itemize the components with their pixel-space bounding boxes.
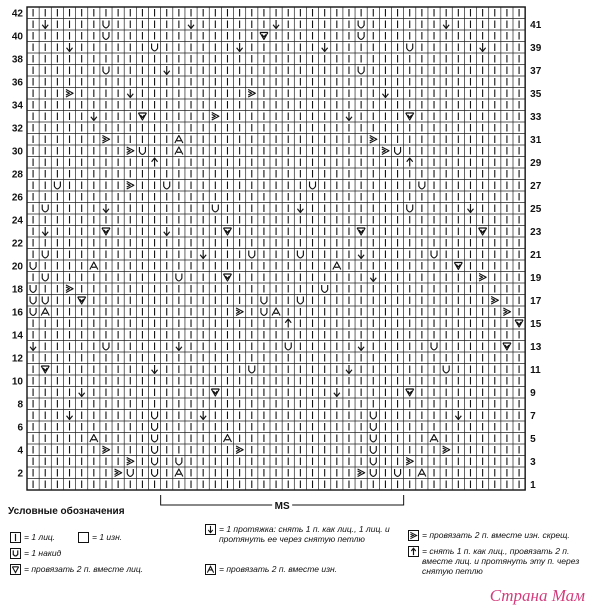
row-number-right: 27 xyxy=(530,180,542,192)
row-number-left: 34 xyxy=(11,100,23,112)
row-number-left: 2 xyxy=(17,468,23,480)
row-number-right: 31 xyxy=(530,134,542,146)
row-number-right: 7 xyxy=(530,410,536,422)
knit-stitch-icon xyxy=(10,532,21,543)
legend-item-pull: = 1 протяжка: снять 1 п. как лиц., 1 лиц. и протянуть ее через снятую петлю xyxy=(205,524,405,544)
row-number-left: 10 xyxy=(11,376,23,388)
row-number-right: 21 xyxy=(530,249,542,261)
row-number-left: 22 xyxy=(11,238,23,250)
row-number-right: 13 xyxy=(530,341,542,353)
row-number-right: 29 xyxy=(530,157,542,169)
row-number-right: 5 xyxy=(530,433,536,445)
row-number-left: 24 xyxy=(11,215,23,227)
legend-title: Условные обозначения xyxy=(8,506,125,517)
p2tog-icon xyxy=(205,564,216,575)
ssp-icon xyxy=(408,530,419,541)
row-number-left: 16 xyxy=(11,307,23,319)
k2tog-icon xyxy=(10,564,21,575)
row-number-left: 20 xyxy=(11,261,23,273)
row-number-left: 12 xyxy=(11,353,23,365)
row-number-left: 36 xyxy=(11,77,23,89)
row-number-left: 28 xyxy=(11,169,23,181)
row-number-right: 1 xyxy=(530,479,536,491)
row-number-right: 35 xyxy=(530,88,542,100)
row-number-left: 26 xyxy=(11,192,23,204)
row-number-left: 30 xyxy=(11,146,23,158)
row-number-left: 8 xyxy=(17,399,23,411)
row-number-right: 41 xyxy=(530,19,542,31)
legend-item-arrowup: = снять 1 п. как лиц., провязать 2 п. вместе лиц. и протянуть эту п. через снятую петлю xyxy=(408,546,583,576)
legend-item-ssp: = провязать 2 п. вместе изн. скрещ. xyxy=(408,530,570,541)
legend-item-p2tog: = провязать 2 п. вместе изн. xyxy=(205,564,337,575)
row-number-right: 3 xyxy=(530,456,536,468)
legend-item-purl: = 1 изн. xyxy=(78,532,122,543)
row-number-left: 14 xyxy=(11,330,23,342)
legend-item-knit: = 1 лиц. xyxy=(10,532,55,543)
row-number-right: 11 xyxy=(530,364,541,376)
row-number-left: 6 xyxy=(17,422,23,434)
row-number-right: 37 xyxy=(530,65,542,77)
row-number-left: 38 xyxy=(11,54,23,66)
row-number-right: 17 xyxy=(530,295,542,307)
row-number-left: 4 xyxy=(17,445,23,457)
repeat-label: MS xyxy=(274,501,290,512)
arrow-up-icon xyxy=(408,546,419,557)
row-number-right: 19 xyxy=(530,272,542,284)
row-number-left: 42 xyxy=(11,8,23,20)
yarn-over-icon xyxy=(10,548,21,559)
row-number-right: 9 xyxy=(530,387,536,399)
row-number-right: 25 xyxy=(530,203,542,215)
row-number-right: 15 xyxy=(530,318,542,330)
purl-stitch-icon xyxy=(78,532,89,543)
pull-through-icon xyxy=(205,524,216,535)
row-number-right: 39 xyxy=(530,42,542,54)
row-number-left: 18 xyxy=(11,284,23,296)
watermark: Страна Мам xyxy=(489,586,585,605)
row-number-right: 23 xyxy=(530,226,542,238)
row-number-left: 32 xyxy=(11,123,23,135)
legend-item-k2tog: = провязать 2 п. вместе лиц. xyxy=(10,564,143,575)
legend-item-yo: = 1 накид xyxy=(10,548,61,559)
row-number-right: 33 xyxy=(530,111,542,123)
row-number-left: 40 xyxy=(11,31,23,43)
